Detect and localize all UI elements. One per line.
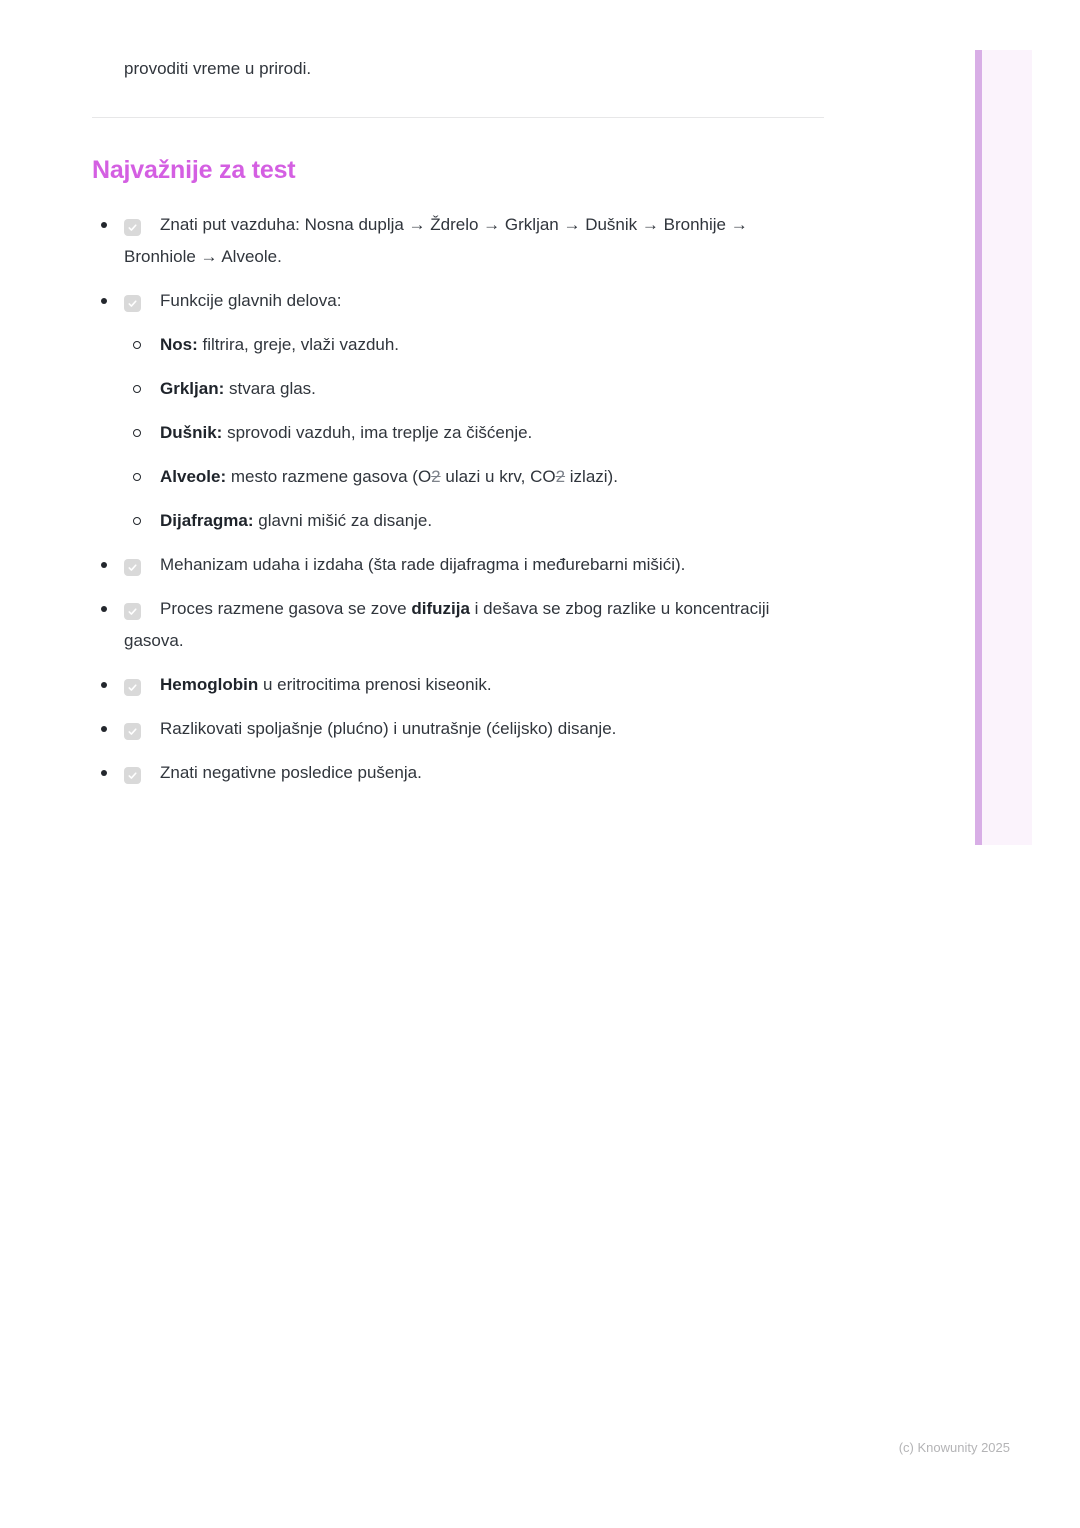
bullet-dot-icon [101,606,107,612]
section-divider [92,117,824,118]
checked-checkbox-icon[interactable] [124,679,141,696]
text-segment: i dešava se zbog razlike u koncentraciji gasova. [124,599,770,650]
checklist-item [92,549,824,581]
checked-checkbox-icon[interactable] [124,603,141,620]
page-side-accent-strip [975,50,982,845]
text-segment: ulazi u krv, CO [440,467,556,486]
circle-bullet-icon [133,385,141,393]
text-segment: Grkljan: [160,379,225,398]
text-segment: Znati put vazduha: Nosna duplja → Ždrelo → Grkljan → Dušnik → Bronhije → Bronhiole → Alveole. [124,215,748,266]
text-segment: izlazi). [565,467,618,486]
checklist-item [92,669,824,701]
text-segment: difuzija [411,599,470,618]
checklist-item [92,209,824,273]
page-side-accent-panel [982,50,1032,845]
bullet-dot-icon [101,562,107,568]
text-segment: Dušnik: [160,423,223,442]
text-segment: sprovodi vazduh, ima treplje za čišćenje. [222,423,533,442]
section-heading: Najvažnije za test [92,156,296,184]
text-segment: Dijafragma: [160,511,254,530]
text-segment: Hemoglobin [160,675,259,694]
text-segment: Funkcije glavnih delova: [160,291,342,310]
text-segment: stvara glas. [224,379,316,398]
sub-list [124,329,824,537]
intro-paragraph: provoditi vreme u prirodi. [124,59,312,78]
checked-checkbox-icon[interactable] [124,219,141,236]
sub-list-item [124,417,824,449]
text-segment: Znati negativne posledice pušenja. [160,763,422,782]
sub-list-item [124,329,824,361]
sub-list-item [124,373,824,405]
text-segment: Proces razmene gasova se zove [160,599,412,618]
circle-bullet-icon [133,429,141,437]
text-segment: glavni mišić za disanje. [253,511,433,530]
checklist-item [92,593,824,657]
sub-list-item [124,461,824,493]
checklist [92,209,824,789]
checklist-item [92,285,824,537]
checklist-item-text [160,763,422,782]
sub-item-text [160,335,399,354]
text-segment: Razlikovati spoljašnje (plućno) i unutrašnje (ćelijsko) disanje. [160,719,617,738]
bullet-dot-icon [101,222,107,228]
copyright-text: (c) Knowunity 2025 [898,1440,1010,1455]
sub-item-text [160,379,316,398]
checklist-item-text [160,291,341,310]
text-segment: Mehanizam udaha i izdaha (šta rade dijafragma i međurebarni mišići). [160,555,686,574]
text-segment: 2 [431,467,441,486]
checklist-item-text [124,599,769,650]
sub-item-text [160,467,618,486]
document-content [92,0,824,801]
checklist-item-text [160,719,616,738]
checked-checkbox-icon[interactable] [124,295,141,312]
text-segment: mesto razmene gasova (O [226,467,432,486]
circle-bullet-icon [133,473,141,481]
sub-list-item [124,505,824,537]
bullet-dot-icon [101,298,107,304]
text-segment: 2 [555,467,566,486]
checked-checkbox-icon[interactable] [124,767,141,784]
text-segment: Nos: [160,335,198,354]
checklist-item-text [160,555,685,574]
text-segment: Alveole: [160,467,227,486]
text-segment: u eritrocitima prenosi kiseonik. [258,675,492,694]
bullet-dot-icon [101,770,107,776]
checklist-item [92,713,824,745]
sub-item-text [160,511,432,530]
checked-checkbox-icon[interactable] [124,559,141,576]
checked-checkbox-icon[interactable] [124,723,141,740]
checklist-item-text [160,675,492,694]
checklist-item [92,757,824,789]
checklist-item-text [124,215,748,266]
circle-bullet-icon [133,517,141,525]
circle-bullet-icon [133,341,141,349]
bullet-dot-icon [101,682,107,688]
bullet-dot-icon [101,726,107,732]
text-segment: filtrira, greje, vlaži vazduh. [197,335,400,354]
sub-item-text [160,423,532,442]
